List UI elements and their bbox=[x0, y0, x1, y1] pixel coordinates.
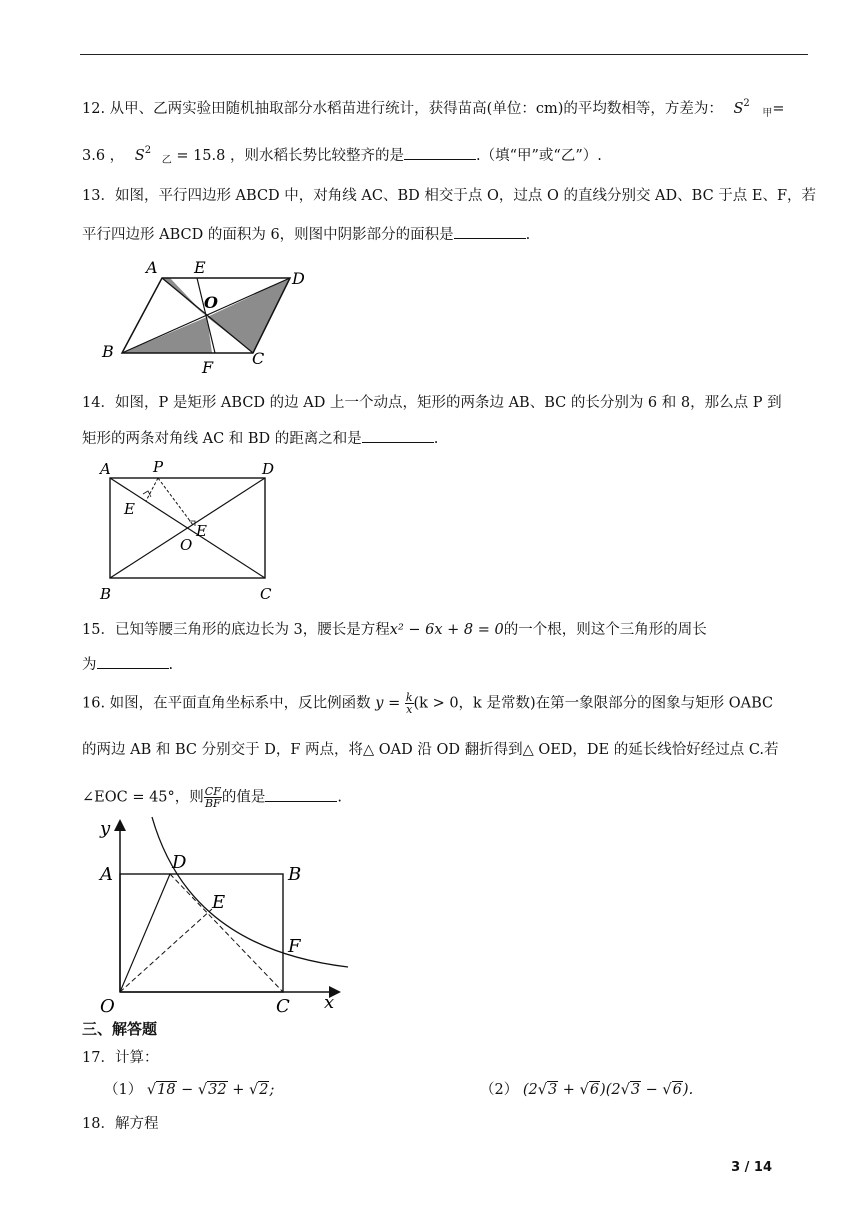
variance-jia-value: 3.6 bbox=[82, 148, 106, 164]
radicand-3: 3 bbox=[630, 1082, 641, 1098]
q16-line1 bbox=[82, 692, 812, 715]
ratio-numerator: CF bbox=[204, 785, 221, 798]
equals-sign: = bbox=[772, 101, 785, 117]
rectangle-figure bbox=[98, 458, 288, 606]
part2-expression: (2√3 + √6)(2√3 − √6). bbox=[522, 1082, 694, 1098]
q15-line1 bbox=[82, 620, 812, 640]
label-e-right: E bbox=[196, 522, 207, 540]
label-d: D bbox=[292, 269, 305, 288]
q13-line1: 13．如图，平行四边形 ABCD 中，对角线 AC、BD 相交于点 O，过点 O 的直线分别交 AD、BC 于点 E、F，若 bbox=[82, 188, 817, 204]
answer-blank[interactable] bbox=[362, 428, 434, 443]
q15-text-a: 15．已知等腰三角形的底边长为 3，腰长是方程 bbox=[82, 622, 390, 638]
q14-line1: 14．如图，P 是矩形 ABCD 的边 AD 上一个动点，矩形的两条边 AB、BC 的长分别为 6 和 8，那么点 P 到 bbox=[82, 395, 782, 411]
q14-end: . bbox=[433, 431, 439, 447]
label-e-left: E bbox=[124, 500, 135, 518]
q12-line2 bbox=[82, 141, 812, 171]
q16-end: . bbox=[337, 789, 342, 806]
segment-oe bbox=[120, 909, 212, 992]
function-y: y = bbox=[375, 695, 401, 712]
q16-text-c: ∠EOC = 45°，则 bbox=[82, 789, 204, 806]
segment-od bbox=[120, 874, 170, 992]
square-exponent: 2 bbox=[743, 98, 750, 109]
radicand-3: 3 bbox=[547, 1082, 558, 1098]
part2-label: （2） bbox=[480, 1082, 519, 1098]
answer-blank[interactable] bbox=[97, 654, 169, 669]
radicand-6: 6 bbox=[589, 1082, 600, 1098]
radicand-6: 6 bbox=[672, 1082, 682, 1098]
radicand-18: 18 bbox=[157, 1082, 176, 1098]
square-exponent: 2 bbox=[144, 145, 152, 156]
perpendicular-to-ac bbox=[146, 478, 158, 501]
q13-end: . bbox=[525, 227, 531, 243]
subscript-jia: 甲 bbox=[762, 108, 773, 119]
label-o: O bbox=[180, 536, 193, 554]
header-rule bbox=[80, 54, 808, 55]
q12-line1 bbox=[82, 94, 812, 124]
label-o: O bbox=[204, 293, 218, 312]
q12-text: 12. 从甲、乙两实验田随机抽取部分水稻苗进行统计，获得苗高(单位：cm)的平均数相等，方差为： bbox=[82, 101, 723, 117]
label-b: B bbox=[100, 585, 112, 603]
label-a: A bbox=[100, 460, 111, 478]
label-d: D bbox=[262, 460, 275, 478]
q17-title: 17．计算： bbox=[82, 1050, 159, 1066]
fraction-denominator: x bbox=[406, 703, 413, 716]
q17-part1 bbox=[104, 1080, 434, 1100]
label-a: A bbox=[100, 864, 113, 885]
q12-end: .（填“甲”或“乙”）. bbox=[475, 148, 602, 164]
q17-part2 bbox=[480, 1080, 800, 1100]
label-y: y bbox=[100, 818, 111, 839]
separator: ， bbox=[109, 148, 125, 164]
answer-blank[interactable] bbox=[265, 787, 337, 802]
q13-text: 平行四边形 ABCD 的面积为 6，则图中阴影部分的面积是 bbox=[82, 227, 454, 243]
q15-text-b: 的一个根，则这个三角形的周长 bbox=[503, 622, 707, 638]
q14-line2 bbox=[82, 428, 812, 449]
label-b: B bbox=[288, 864, 302, 885]
radicand-32: 32 bbox=[208, 1082, 227, 1098]
radicand-2: 2 bbox=[259, 1082, 269, 1098]
hyperbola-curve bbox=[152, 817, 348, 967]
shaded-triangle-right bbox=[207, 278, 290, 353]
label-b: B bbox=[102, 342, 114, 361]
coordinate-figure bbox=[92, 812, 352, 1018]
label-e: E bbox=[194, 258, 206, 277]
label-d: D bbox=[172, 852, 187, 873]
label-x: x bbox=[324, 992, 335, 1013]
variance-yi-value: = 15.8 bbox=[176, 148, 226, 164]
q18-title: 18．解方程 bbox=[82, 1116, 159, 1132]
perpendicular-to-bd bbox=[158, 478, 193, 525]
variance-symbol: S bbox=[733, 101, 744, 117]
q13-line2 bbox=[82, 224, 812, 245]
q15-text: 为 bbox=[82, 657, 97, 673]
q16-text-b: (k > 0，k 是常数)在第一象限部分的图象与矩形 OABC bbox=[413, 695, 774, 712]
parallelogram-figure bbox=[92, 256, 322, 376]
label-a: A bbox=[146, 258, 158, 277]
answer-blank[interactable] bbox=[404, 145, 476, 160]
label-c: C bbox=[252, 349, 265, 368]
q16-text-d: 的值是 bbox=[221, 789, 266, 806]
part1-label: （1） bbox=[104, 1082, 143, 1098]
q14-text: 矩形的两条对角线 AC 和 BD 的距离之和是 bbox=[82, 431, 362, 447]
part1-expression: √18 − √32 + √2; bbox=[146, 1082, 275, 1098]
label-c: C bbox=[260, 585, 272, 603]
q16-line3 bbox=[82, 786, 812, 809]
label-f: F bbox=[288, 936, 301, 957]
ratio-denominator: BF bbox=[204, 797, 221, 810]
segment-dc bbox=[170, 874, 283, 992]
fraction-k-over-x bbox=[405, 692, 414, 715]
answer-blank[interactable] bbox=[454, 224, 526, 239]
subscript-yi: 乙 bbox=[161, 155, 172, 166]
quadratic-equation: x² − 6x + 8 = 0 bbox=[389, 622, 504, 638]
q16-line2: 的两边 AB 和 BC 分别交于 D，F 两点，将△ OAD 沿 OD 翻折得到△ OED，DE 的延长线恰好经过点 C.若 bbox=[82, 742, 779, 758]
label-c: C bbox=[276, 996, 290, 1017]
page-number: 3 / 14 bbox=[731, 1160, 772, 1175]
q12-tail: ，则水稻长势比较整齐的是 bbox=[229, 148, 404, 164]
q15-end: . bbox=[168, 657, 174, 673]
right-angle-mark-1 bbox=[143, 491, 151, 497]
q15-line2 bbox=[82, 654, 812, 675]
label-o: O bbox=[100, 996, 115, 1017]
fraction-numerator: k bbox=[405, 691, 413, 704]
label-f: F bbox=[202, 358, 214, 376]
q16-text-a: 16. 如图，在平面直角坐标系中，反比例函数 bbox=[82, 695, 371, 712]
variance-symbol: S bbox=[134, 148, 145, 164]
section-heading: 三、解答题 bbox=[82, 1020, 158, 1038]
label-p: P bbox=[153, 458, 164, 476]
label-e: E bbox=[212, 892, 226, 913]
fraction-cf-over-bf bbox=[204, 786, 222, 809]
